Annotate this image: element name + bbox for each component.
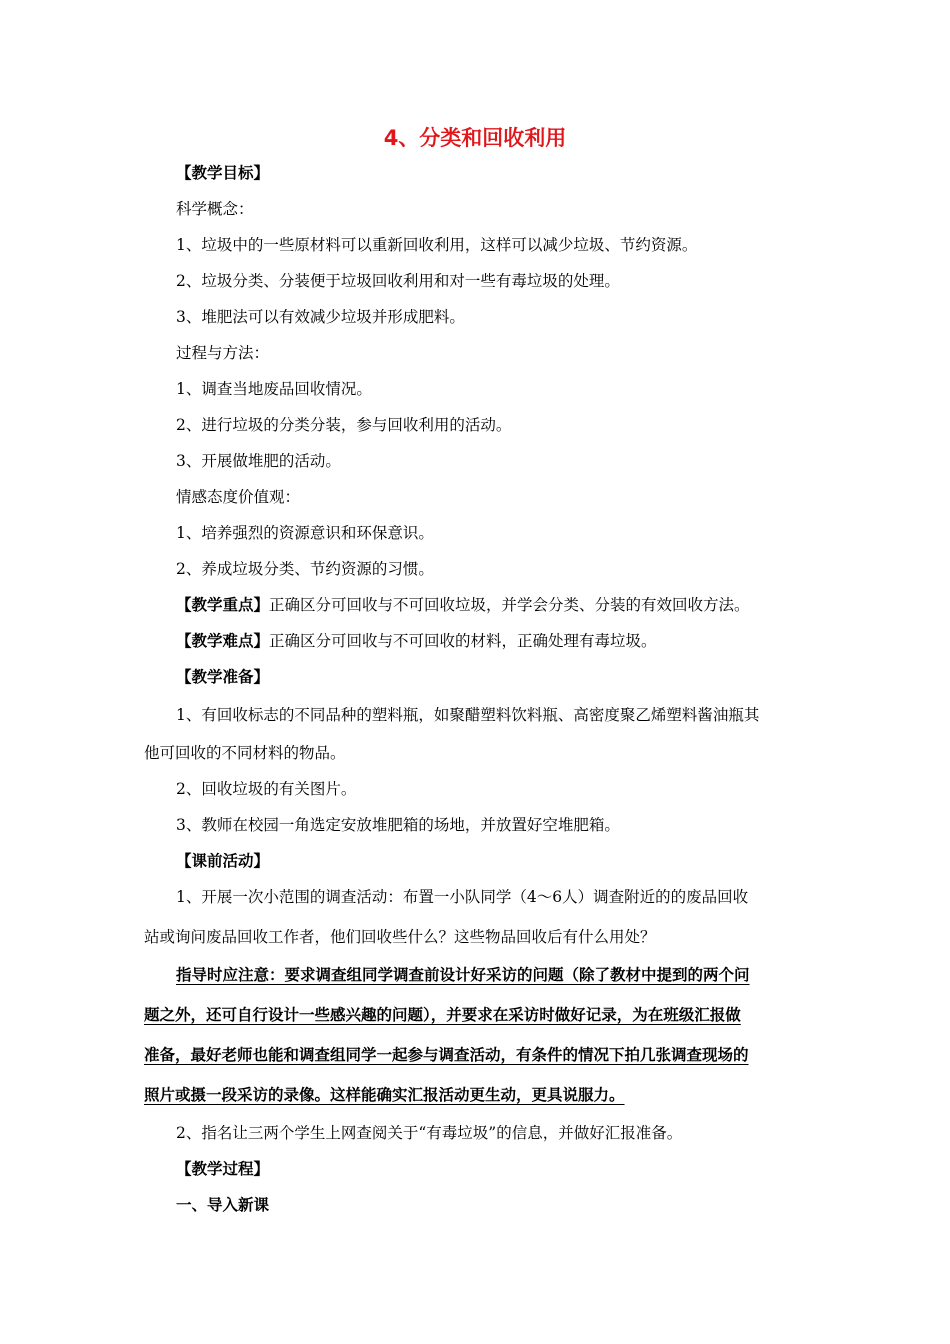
- prep-item-3: 3、教师在校园一角选定安放堆肥箱的场地，并放置好空堆肥箱。: [176, 816, 620, 834]
- concept-item-2: 2、垃圾分类、分装便于垃圾回收利用和对一些有毒垃圾的处理。: [176, 272, 620, 290]
- guidance-note-line-4: 照片或摄一段采访的录像。这样能确实汇报活动更生动，更具说服力。: [144, 1086, 625, 1104]
- section-heading-pre-class: 【课前活动】: [176, 852, 270, 870]
- concept-item-1: 1、垃圾中的一些原材料可以重新回收利用，这样可以减少垃圾、节约资源。: [176, 236, 698, 254]
- pre-item-2: 2、指名让三两个学生上网查阅关于“有毒垃圾”的信息，并做好汇报准备。: [176, 1124, 683, 1142]
- page-title: 4、分类和回收利用: [383, 126, 567, 150]
- prep-item-1-line-2: 他可回收的不同材料的物品。: [144, 744, 346, 762]
- concept-item-3: 3、堆肥法可以有效减少垃圾并形成肥料。: [176, 308, 465, 326]
- process-item-1: 1、调查当地废品回收情况。: [176, 380, 372, 398]
- key-point-paragraph: [176, 595, 750, 615]
- prep-item-2: 2、回收垃圾的有关图片。: [176, 780, 357, 798]
- guidance-note-line-1: 指导时应注意：要求调查组同学调查前设计好采访的问题（除了教材中提到的两个问: [176, 966, 750, 984]
- guidance-note-line-2: 题之外，还可自行设计一些感兴趣的问题），并要求在采访时做好记录，为在班级汇报做: [144, 1006, 741, 1024]
- section-heading-key: 【教学重点】: [176, 596, 270, 614]
- process-item-3: 3、开展做堆肥的活动。: [176, 452, 341, 470]
- section-heading-objectives: 【教学目标】: [176, 164, 270, 182]
- difficulty-paragraph: [176, 631, 657, 651]
- emotion-item-1: 1、培养强烈的资源意识和环保意识。: [176, 524, 434, 542]
- subheading-process: 过程与方法：: [176, 344, 270, 362]
- subheading-emotion: 情感态度价值观：: [176, 488, 301, 506]
- section-heading-difficulty: 【教学难点】: [176, 632, 270, 650]
- emotion-item-2: 2、养成垃圾分类、节约资源的习惯。: [176, 560, 434, 578]
- section-heading-teaching-process: 【教学过程】: [176, 1160, 270, 1178]
- prep-item-1-line-1: 1、有回收标志的不同品种的塑料瓶，如聚醋塑料饮料瓶、高密度聚乙烯塑料酱油瓶其: [176, 706, 760, 724]
- subheading-concept: 科学概念：: [176, 200, 254, 218]
- process-item-2: 2、进行垃圾的分类分装，参与回收利用的活动。: [176, 416, 512, 434]
- guidance-note-line-3: 准备，最好老师也能和调查组同学一起参与调查活动，有条件的情况下拍几张调查现场的: [144, 1046, 749, 1064]
- pre-item-1-line-1: 1、开展一次小范围的调查活动：布置一小队同学（4～6人）调查附近的的废品回收: [176, 888, 749, 906]
- difficulty-text: 正确区分可回收与不可回收的材料，正确处理有毒垃圾。: [269, 632, 657, 650]
- pre-item-1-line-2: 站或询问废品回收工作者，他们回收些什么？这些物品回收后有什么用处？: [144, 928, 656, 946]
- section-heading-preparation: 【教学准备】: [176, 668, 270, 686]
- step-heading-1: 一、导入新课: [176, 1196, 270, 1214]
- key-point-text: 正确区分可回收与不可回收垃圾，并学会分类、分装的有效回收方法。: [269, 596, 750, 614]
